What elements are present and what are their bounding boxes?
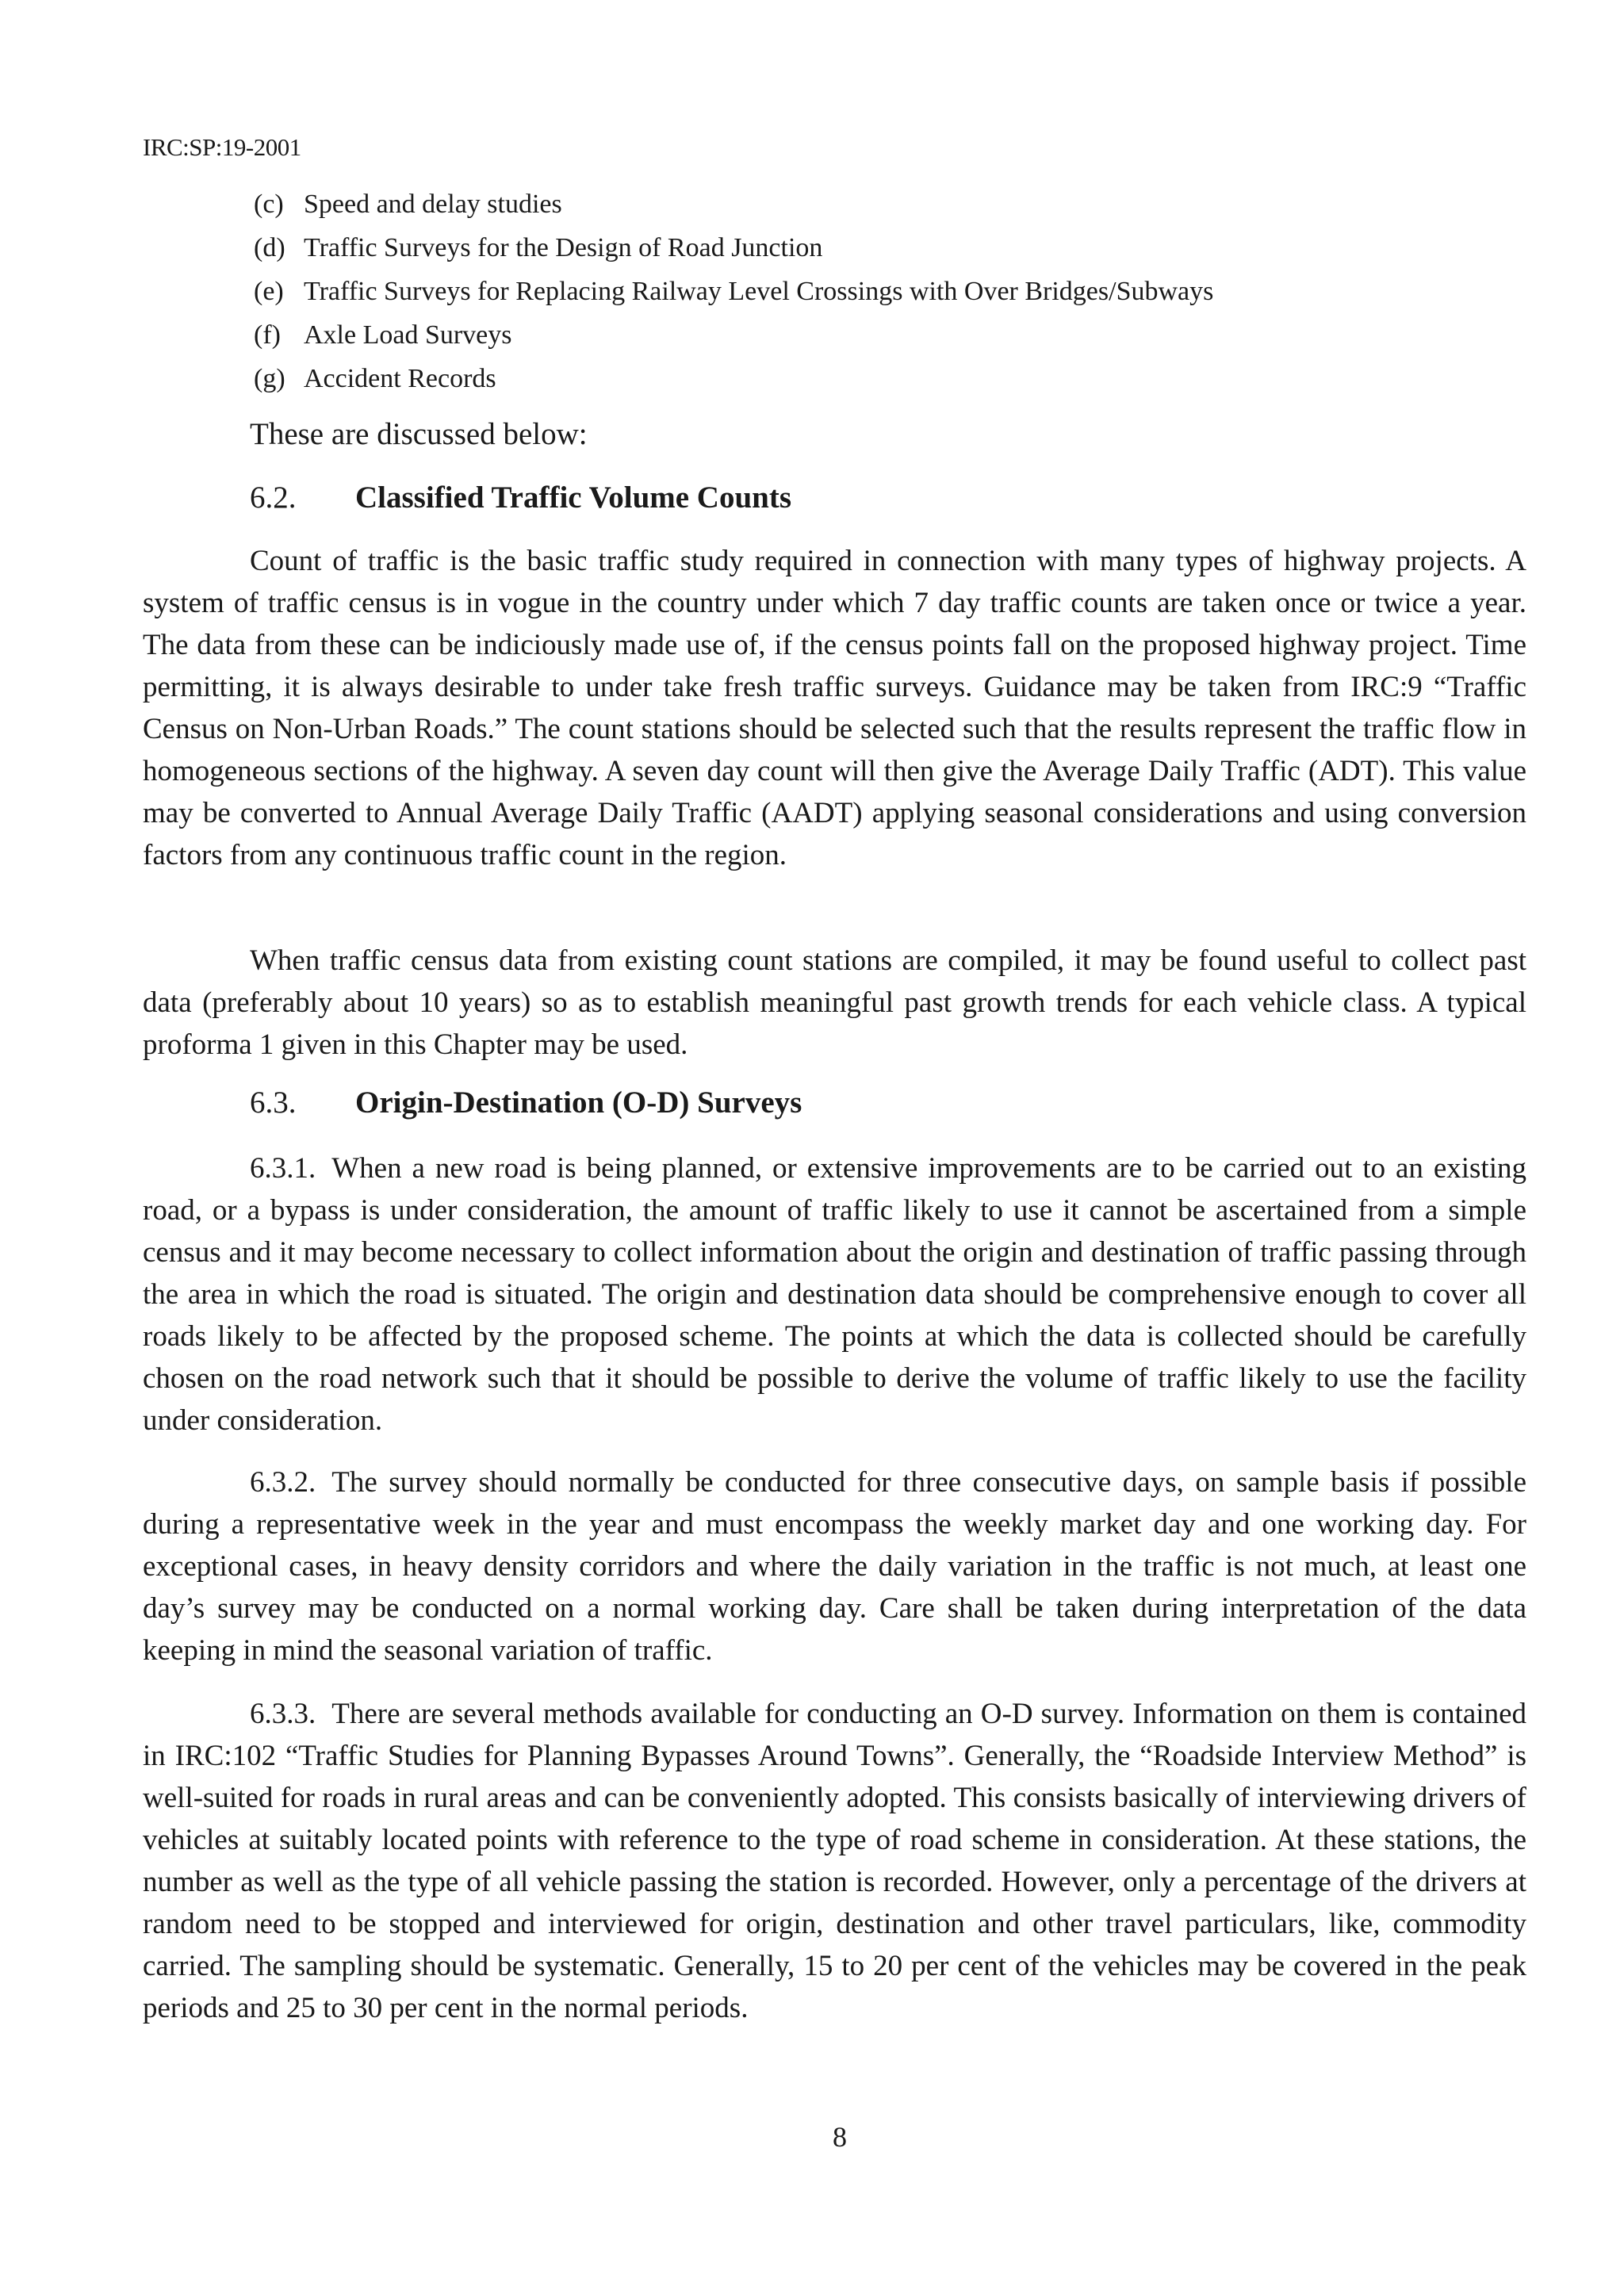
list-item-text: Traffic Surveys for Replacing Railway Level Crossings with Over Bridges/Subways <box>304 277 1214 306</box>
section-heading-6-3 <box>250 1085 802 1120</box>
list-item-text: Traffic Surveys for the Design of Road Junction <box>304 233 823 262</box>
list-item <box>254 226 1213 270</box>
section-title: Classified Traffic Volume Counts <box>355 481 792 515</box>
intro-text: These are discussed below: <box>250 417 588 451</box>
page-number: 8 <box>833 2121 847 2153</box>
section-number: 6.3. <box>250 1086 297 1120</box>
list-item-marker: (f) <box>254 320 281 350</box>
paragraph-6-3-3 <box>143 1693 1526 2029</box>
list-item-marker: (d) <box>254 233 285 262</box>
document-code-header: IRC:SP:19-2001 <box>143 133 301 161</box>
list-item-marker: (g) <box>254 364 285 393</box>
list-item-text: Speed and delay studies <box>304 190 562 219</box>
paragraph-text: The survey should normally be conducted for three consecutive days, on sample basis if possible during a representative week in the year and must encompass the weekly market day and one working day. For exceptional cases, in heavy density corridors and where the daily variation in the traffic is not much, at least one day’s survey may be conducted on a normal working day. Care shall be taken during interpretation of the data keeping in mind the seasonal variation of traffic. <box>143 1466 1526 1667</box>
paragraph-text: When a new road is being planned, or extensive improvements are to be carried out to an existing road, or a bypass is under consideration, the amount of traffic likely to use it cannot be ascertained from a simple census and it may become necessary to collect information about the origin and destination of traffic passing through the area in which the road is situated. The origin and destination data should be comprehensive enough to cover all roads likely to be affected by the proposed scheme. The points at which the data is collected should be carefully chosen on the road network such that it should be possible to derive the volume of traffic likely to use the facility under consideration. <box>143 1152 1526 1437</box>
paragraph-number: 6.3.2. <box>250 1466 316 1499</box>
paragraph-6-3-2 <box>143 1461 1526 1671</box>
list-item-marker: (e) <box>254 277 284 306</box>
list-item-marker: (c) <box>254 190 284 219</box>
list-item <box>254 182 1213 226</box>
list-item <box>254 313 1213 357</box>
paragraph-past-data: When traffic census data from existing count stations are compiled, it may be found useful to collect past data (preferably about 10 years) so as to establish meaningful past growth trends for each vehicle class. A typical proforma 1 given in this Chapter may be used. <box>143 944 1526 1061</box>
list-item <box>254 270 1213 313</box>
section-title: Origin-Destination (O-D) Surveys <box>355 1086 802 1120</box>
list-item <box>254 357 1213 400</box>
section-heading-6-2 <box>250 480 791 515</box>
paragraph-6-3-1 <box>143 1147 1526 1442</box>
paragraph-traffic-counts: Count of traffic is the basic traffic study required in connection with many types of highway projects. A system of traffic census is in vogue in the country under which 7 day traffic counts are taken once or twice a year. The data from these can be indiciously made use of, if the census points fall on the proposed highway project. Time permitting, it is always desirable to under take fresh traffic surveys. Guidance may be taken from IRC:9 “Traffic Census on Non-Urban Roads.” The count stations should be selected such that the results represent the traffic flow in homogeneous sections of the highway. A seven day count will then give the Average Daily Traffic (ADT). This value may be converted to Annual Average Daily Traffic (AADT) applying seasonal considerations and using conversion factors from any continuous traffic count in the region. <box>143 545 1526 871</box>
paragraph-number: 6.3.1. <box>250 1152 316 1185</box>
paragraph-number: 6.3.3. <box>250 1698 316 1730</box>
paragraph-text: There are several methods available for conducting an O-D survey. Information on them is contained in IRC:102 “Traffic Studies for Planning Bypasses Around Towns”. Generally, the “Roadside Interview Method” is well-suited for roads in rural areas and can be conveniently adopted. This consists basically of interviewing drivers of vehicles at suitably located points with reference to the type of road scheme in consideration. At these stations, the number as well as the type of all vehicle passing the station is recorded. However, only a percentage of the drivers at random need to be stopped and interviewed for origin, destination and other travel particulars, like, commodity carried. The sampling should be systematic. Generally, 15 to 20 per cent of the vehicles may be covered in the peak periods and 25 to 30 per cent in the normal periods. <box>143 1698 1526 2024</box>
survey-types-list <box>254 182 1213 400</box>
list-item-text: Accident Records <box>304 364 496 393</box>
section-number: 6.2. <box>250 481 297 515</box>
list-item-text: Axle Load Surveys <box>304 320 512 350</box>
